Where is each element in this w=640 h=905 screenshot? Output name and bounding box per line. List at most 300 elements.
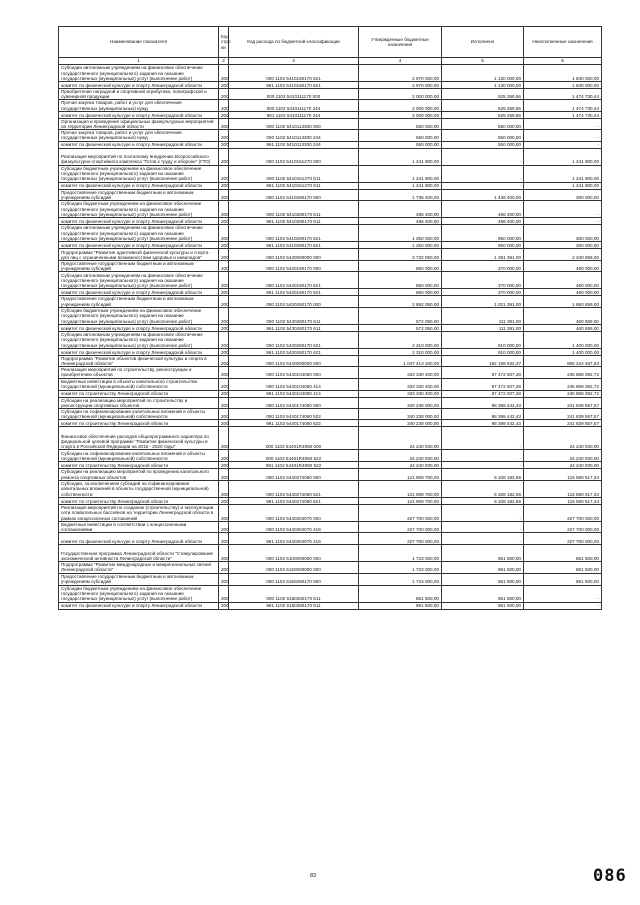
row-line-code: 200 [219,249,229,261]
column-number: 5 [442,58,524,65]
row-approved-amount: 550 000,00 [359,130,442,141]
table-row [59,504,602,521]
row-unexecuted-amount: - [524,602,602,609]
row-classification-code: 961 1102 5410113300 244 [229,141,359,148]
row-line-code: 200 [219,469,229,480]
row-executed-amount: - [442,148,524,165]
budget-report-sheet [58,26,601,610]
row-name: Бюджетные инвестиции в объекты капитального строительства государственной (муниципальной) собственности [59,378,219,390]
row-executed-amount: 370 000,00 [442,261,524,272]
table-body [59,65,602,610]
row-classification-code: 000 1102 5410160170 621 [229,65,359,82]
row-line-code: 200 [219,397,229,408]
table-row [59,289,602,296]
table-row [59,272,602,289]
row-unexecuted-amount: 1 241 900,00 [524,182,602,189]
table-row [59,165,602,182]
row-classification-code: 000 1102 5410111170 000 [229,89,359,100]
table-row [59,141,602,148]
column-number: 4 [359,58,442,65]
table-row [59,573,602,585]
row-approved-amount: 2 000 000,00 [359,89,442,100]
row-classification-code: 000 1102 5440274060 000 [229,469,359,480]
row-executed-amount: 98 398 442,43 [442,420,524,427]
row-unexecuted-amount: 245 858 392,72 [524,390,602,397]
row-executed-amount: - [442,450,524,462]
row-executed-amount: 550 000,00 [442,130,524,141]
row-name: Субсидии на софинансирование капитальных вложений в объекты государственной (муниципальной) собственности [59,409,219,420]
row-executed-amount: 550 000,00 [442,118,524,129]
row-unexecuted-amount: 1 860 659,00 [524,296,602,307]
row-classification-code: 000 1102 6160000000 000 [229,562,359,573]
table-row [59,585,602,602]
row-name: Финансовое обеспечение расходов общепрограммного характера по федеральной целевой программе "Развитие физической культуры и спорта в Российской Федерации на 2016 - 2020 годы" [59,427,219,450]
row-classification-code: 000 1102 5430160170 621 [229,272,359,289]
row-unexecuted-amount: 861 500,00 [524,573,602,585]
row-unexecuted-amount: 227 700 000,00 [524,521,602,532]
row-executed-amount: 861 500,00 [442,562,524,573]
row-executed-amount: 1 130 000,00 [442,65,524,82]
column-numbers-row [59,58,602,65]
row-executed-amount: - [442,427,524,450]
row-executed-amount: 486 400,00 [442,218,524,225]
row-line-code: 200 [219,504,229,521]
row-name: комитет по физической культуре и спорту Ленинградской области [59,141,219,148]
row-approved-amount: 1 723 000,00 [359,545,442,562]
table-row [59,82,602,89]
row-line-code: 200 [219,348,229,355]
row-name: комитет по физической культуре и спорту Ленинградской области [59,82,219,89]
table-row [59,497,602,504]
row-name: комитет по физической культуре и спорту Ленинградской области [59,324,219,331]
row-line-code: 200 [219,218,229,225]
row-classification-code: 961 1102 5430260170 611 [229,324,359,331]
row-unexecuted-amount: 1 241 900,00 [524,165,602,182]
row-approved-amount: 1 241 900,00 [359,165,442,182]
row-line-code: 200 [219,427,229,450]
row-line-code: 200 [219,148,229,165]
table-row [59,427,602,450]
row-approved-amount: 340 238 000,00 [359,397,442,408]
row-line-code: 200 [219,89,229,100]
row-approved-amount: 3 732 050,00 [359,249,442,261]
row-name: комитет по физической культуре и спорту Ленинградской области [59,289,219,296]
row-name: Государственная программа Ленинградской области "Стимулирование экономической активности Ленинградской области" [59,545,219,562]
row-classification-code: 000 1102 5430160170 000 [229,261,359,272]
row-approved-amount: 1 250 000,00 [359,225,442,242]
row-line-code: 200 [219,521,229,532]
row-unexecuted-amount: 115 580 517,34 [524,480,602,497]
row-name: комитет по строительству Ленинградской области [59,390,219,397]
table-row [59,111,602,118]
table-row [59,545,602,562]
row-unexecuted-amount: - [524,585,602,602]
row-classification-code: 961 1102 5410111170 244 [229,111,359,118]
row-executed-amount: 861 500,00 [442,602,524,609]
row-unexecuted-amount: 1 241 900,00 [524,148,602,165]
row-approved-amount: 486 400,00 [359,201,442,218]
row-approved-amount: 121 908 700,00 [359,469,442,480]
row-line-code: 200 [219,225,229,242]
row-executed-amount: - [442,462,524,469]
row-unexecuted-amount: 865 224 467,63 [524,355,602,366]
row-name: Субсидии бюджетным учреждениям на финансовое обеспечение государственного (муниципального) задания на оказание государственных (муниципальных) услуг (выполнение работ) [59,585,219,602]
row-executed-amount: 6 328 182,66 [442,469,524,480]
row-classification-code: 981 1102 5440104050 414 [229,390,359,397]
row-classification-code: 000 1102 5410111170 244 [229,100,359,111]
row-name: Предоставление государственным бюджетным и автономным учреждениям субсидий [59,296,219,307]
row-classification-code: 000 1102 5430260170 611 [229,307,359,324]
row-unexecuted-amount: - [524,118,602,129]
row-executed-amount: 87 472 007,28 [442,378,524,390]
row-classification-code: 000 1102 6160260170 000 [229,573,359,585]
row-approved-amount: 2 882 050,00 [359,296,442,307]
row-approved-amount: 2 310 000,00 [359,331,442,348]
table-row [59,324,602,331]
row-executed-amount: 525 269,56 [442,89,524,100]
row-approved-amount: 333 330 400,00 [359,390,442,397]
row-name: комитет по физической культуре и спорту Ленинградской области [59,242,219,249]
table-row [59,390,602,397]
row-classification-code: 000 1102 5410113300 000 [229,118,359,129]
row-approved-amount: 572 050,00 [359,307,442,324]
row-name: комитет по физической культуре и спорту Ленинградской области [59,533,219,545]
row-executed-amount: 6 328 182,66 [442,480,524,497]
row-unexecuted-amount: 1 840 000,00 [524,82,602,89]
row-executed-amount: 861 500,00 [442,585,524,602]
row-classification-code: 000 1102 5440174050 000 [229,397,359,408]
table-row [59,89,602,100]
table-row [59,462,602,469]
row-executed-amount: - [442,533,524,545]
row-classification-code: 000 1102 5440174050 522 [229,409,359,420]
row-executed-amount: 111 391,00 [442,324,524,331]
row-approved-amount: 24 240 000,00 [359,427,442,450]
row-executed-amount: 1 130 000,00 [442,82,524,89]
table-row [59,420,602,427]
row-name: Подпрограмма "Развитие международных и межрегиональных связей Ленинградской области" [59,562,219,573]
row-executed-amount: 910 000,00 [442,331,524,348]
column-number: 3 [229,58,359,65]
row-classification-code: 000 1102 5430260170 000 [229,296,359,307]
row-name: Реализация мероприятий по строительству, реконструкции и приобретению объектов [59,367,219,378]
row-name: Предоставление государственным бюджетным и автономным учреждениям субсидий [59,573,219,585]
row-unexecuted-amount: 115 580 517,34 [524,469,602,480]
table-row [59,521,602,532]
row-name: Предоставление государственным бюджетным и автономным учреждениям субсидий [59,189,219,200]
table-row [59,189,602,200]
row-approved-amount: 850 000,00 [359,261,442,272]
row-approved-amount: 24 240 000,00 [359,450,442,462]
row-approved-amount: 486 400,00 [359,218,442,225]
row-name: Прочая закупка товаров, работ и услуг для обеспечения государственных (муниципальных) нужд [59,100,219,111]
table-row [59,218,602,225]
row-line-code: 200 [219,111,229,118]
header-budget-classification: Код расхода по бюджетной классификации [229,27,359,58]
table-row [59,450,602,462]
row-name: Субсидии автономным учреждениям на финансовое обеспечение государственного (муниципального) задания на оказание государственных (муниципальных) услуг (выполнение работ) [59,65,219,82]
row-line-code: 200 [219,533,229,545]
row-name: комитет по физической культуре и спорту Ленинградской области [59,348,219,355]
row-unexecuted-amount: - [524,130,602,141]
row-name: Реализация мероприятий по созданию (строительству) и эксплуатации сети плавательных бассейнов на территории Ленинградской области в рамках концессионных соглашений [59,504,219,521]
row-classification-code: 961 1102 5410290170 611 [229,218,359,225]
row-classification-code: 000 1102 5430260170 621 [229,331,359,348]
table-row [59,397,602,408]
row-classification-code: 000 1102 5440104050 000 [229,367,359,378]
row-classification-code: 000 1102 5440274060 521 [229,480,359,497]
row-unexecuted-amount: 245 858 392,72 [524,378,602,390]
row-line-code: 200 [219,462,229,469]
row-unexecuted-amount: 1 474 730,44 [524,111,602,118]
row-classification-code: 000 1102 5440304070 000 [229,504,359,521]
row-unexecuted-amount: 460 659,00 [524,324,602,331]
row-executed-amount: 861 500,00 [442,573,524,585]
row-name: Субсидии автономным учреждениям на финансовое обеспечение государственного (муниципального) задания на оказание государственных (муниципальных) услуг (выполнение работ) [59,272,219,289]
row-line-code: 200 [219,497,229,504]
row-executed-amount: 525 269,56 [442,100,524,111]
table-row [59,296,602,307]
row-approved-amount: 340 238 000,00 [359,420,442,427]
row-executed-amount: 950 000,00 [442,242,524,249]
row-name: Субсидии, за исключением субсидий на софинансирование капитальных вложений в объекты государственной (муниципальной) собственности [59,480,219,497]
row-classification-code: 000 1102 5410290170 611 [229,201,359,218]
row-approved-amount: 2 970 000,00 [359,65,442,82]
row-executed-amount: - [442,521,524,532]
row-line-code: 200 [219,272,229,289]
row-approved-amount: 2 970 000,00 [359,82,442,89]
row-executed-amount: 111 391,00 [442,307,524,324]
page-stamp-number: 086 [593,866,627,886]
row-classification-code: 961 1102 5430260170 621 [229,348,359,355]
row-approved-amount: 1 250 000,00 [359,242,442,249]
row-unexecuted-amount: 480 000,00 [524,272,602,289]
row-executed-amount: 98 398 442,43 [442,397,524,408]
row-classification-code: 000 1102 6100000000 000 [229,545,359,562]
row-executed-amount: 1 391 391,00 [442,249,524,261]
row-approved-amount: 1 723 000,00 [359,573,442,585]
header-approved: Утвержденные бюджетные назначения [359,27,442,58]
row-classification-code: 000 1102 5440000000 000 [229,355,359,366]
row-name: Бюджетные инвестиции в соответствии с концессионными соглашениями [59,521,219,532]
row-approved-amount: 227 700 000,00 [359,521,442,532]
row-executed-amount: 550 000,00 [442,141,524,148]
row-line-code: 200 [219,118,229,129]
row-executed-amount: 370 000,00 [442,289,524,296]
row-approved-amount: 227 700 000,00 [359,533,442,545]
row-classification-code: 000 1102 5430000000 000 [229,249,359,261]
row-approved-amount: 572 050,00 [359,324,442,331]
row-line-code: 200 [219,390,229,397]
table-row [59,480,602,497]
column-number: 6 [524,58,602,65]
row-classification-code: 981 1102 5440174050 522 [229,420,359,427]
table-row [59,65,602,82]
row-name: комитет по физической культуре и спорту Ленинградской области [59,182,219,189]
row-name: Предоставление государственным бюджетным и автономным учреждениям субсидий [59,261,219,272]
table-row [59,562,602,573]
row-executed-amount: 6 328 182,66 [442,497,524,504]
table-row [59,533,602,545]
row-executed-amount: - [442,182,524,189]
row-line-code: 200 [219,420,229,427]
row-approved-amount: 333 330 400,00 [359,378,442,390]
row-approved-amount: 227 700 000,00 [359,504,442,521]
table-row [59,100,602,111]
row-classification-code: 000 1102 5410290170 621 [229,225,359,242]
row-unexecuted-amount: 480 000,00 [524,289,602,296]
row-approved-amount: 24 240 000,00 [359,462,442,469]
row-approved-amount: 121 908 700,00 [359,497,442,504]
table-row [59,225,602,242]
row-name: комитет по строительству Ленинградской области [59,462,219,469]
row-executed-amount: 87 472 007,28 [442,367,524,378]
row-name: комитет по строительству Ленинградской области [59,420,219,427]
row-unexecuted-amount: 1 474 730,44 [524,100,602,111]
row-unexecuted-amount: 241 839 557,57 [524,409,602,420]
row-name: Субсидии на реализацию мероприятий по проведению капитального ремонта спортивных объектов [59,469,219,480]
row-line-code: 200 [219,480,229,497]
row-unexecuted-amount: 24 240 000,00 [524,450,602,462]
table-row [59,148,602,165]
row-unexecuted-amount: 861 500,00 [524,545,602,562]
row-line-code: 200 [219,545,229,562]
budget-execution-table [58,26,602,610]
row-approved-amount: 1 241 900,00 [359,182,442,189]
row-classification-code: 000 1102 54401R4950 000 [229,427,359,450]
table-row [59,602,602,609]
table-row [59,182,602,189]
row-unexecuted-amount: 1 400 000,00 [524,331,602,348]
row-executed-amount: 1 436 400,00 [442,189,524,200]
row-unexecuted-amount: 300 000,00 [524,189,602,200]
row-approved-amount: 861 500,00 [359,602,442,609]
row-name: комитет по физической культуре и спорту Ленинградской области [59,218,219,225]
row-approved-amount: 333 330 400,00 [359,367,442,378]
row-unexecuted-amount: 241 839 557,57 [524,420,602,427]
row-line-code: 200 [219,367,229,378]
row-line-code: 200 [219,355,229,366]
row-name: Субсидии автономным учреждениям на финансовое обеспечение государственного (муниципального) задания на оказание государственных (муниципальных) услуг (выполнение работ) [59,225,219,242]
row-name: комитет по физической культуре и спорту Ленинградской области [59,602,219,609]
page-number: 83 [310,873,317,879]
row-approved-amount: 340 238 000,00 [359,409,442,420]
row-unexecuted-amount: 300 000,00 [524,225,602,242]
row-unexecuted-amount: 241 839 557,57 [524,397,602,408]
row-executed-amount: 98 398 442,43 [442,409,524,420]
column-number: 1 [59,58,219,65]
table-row [59,307,602,324]
table-row [59,409,602,420]
row-classification-code: 000 1102 5410290170 000 [229,189,359,200]
row-approved-amount: 2 310 000,00 [359,348,442,355]
row-classification-code: 000 1102 5440304070 416 [229,521,359,532]
row-approved-amount: 121 908 700,00 [359,480,442,497]
table-row [59,201,602,218]
row-classification-code: 961 1102 5410151270 611 [229,182,359,189]
row-line-code: 200 [219,182,229,189]
row-approved-amount: 550 000,00 [359,118,442,129]
row-name: Субсидии на реализацию мероприятий по строительству и реконструкции спортивных объектов [59,397,219,408]
row-line-code: 200 [219,82,229,89]
row-line-code: 200 [219,409,229,420]
row-line-code: 200 [219,331,229,348]
row-line-code: 200 [219,189,229,200]
row-line-code: 200 [219,585,229,602]
row-approved-amount: 1 736 400,00 [359,189,442,200]
table-row [59,331,602,348]
row-unexecuted-amount: - [524,218,602,225]
row-line-code: 200 [219,450,229,462]
row-line-code: 200 [219,562,229,573]
row-name: Подпрограмма "Развитие адаптивной физической культуры и спорта для лиц с ограниченными возможностями здоровья и инвалидов" [59,249,219,261]
row-classification-code: 000 1102 5410113300 244 [229,130,359,141]
row-approved-amount: 850 000,00 [359,289,442,296]
row-name: комитет по физической культуре и спорту Ленинградской области [59,111,219,118]
row-name: Организация и проведение официальных физкультурных мероприятий на территории Ленинградской области [59,118,219,129]
row-executed-amount: - [442,165,524,182]
row-name: комитет по строительству Ленинградской области [59,497,219,504]
row-name: Субсидии бюджетным учреждениям на финансовое обеспечение государственного (муниципального) задания на оказание государственных (муниципальных) услуг (выполнение работ) [59,165,219,182]
table-row [59,118,602,129]
row-unexecuted-amount: 1 840 000,00 [524,65,602,82]
row-unexecuted-amount: 460 659,00 [524,307,602,324]
row-line-code: 200 [219,100,229,111]
row-classification-code: 000 1102 5410151270 000 [229,148,359,165]
row-classification-code: 961 1102 5440304070 416 [229,533,359,545]
row-classification-code: 000 1102 6160260170 611 [229,585,359,602]
row-name: Субсидии бюджетным учреждениям на финансовое обеспечение государственного (муниципального) задания на оказание государственных (муниципальных) услуг (выполнение работ) [59,307,219,324]
row-classification-code: 000 1102 5410151270 611 [229,165,359,182]
row-line-code: 200 [219,261,229,272]
row-line-code: 200 [219,296,229,307]
row-line-code: 200 [219,324,229,331]
row-executed-amount: 182 188 632,37 [442,355,524,366]
row-unexecuted-amount: - [524,141,602,148]
row-classification-code: 961 1102 5430160170 621 [229,289,359,296]
row-classification-code: 000 1102 5440104050 414 [229,378,359,390]
row-name: Реализация мероприятий по поэтапному внедрению Всероссийского физкультурно-спортивного комплекса "Готов к труду и обороне" (ГТО) [59,148,219,165]
row-name: Прочая закупка товаров, работ и услуг для обеспечения государственных (муниципальных) нужд [59,130,219,141]
row-line-code: 200 [219,378,229,390]
row-line-code: 200 [219,165,229,182]
table-row [59,130,602,141]
row-unexecuted-amount: 300 000,00 [524,242,602,249]
row-unexecuted-amount: 1 474 730,44 [524,89,602,100]
row-unexecuted-amount: 24 240 000,00 [524,462,602,469]
table-row [59,249,602,261]
row-executed-amount: 525 269,56 [442,111,524,118]
row-executed-amount: 910 000,00 [442,348,524,355]
row-classification-code: 981 1102 54401R4950 522 [229,462,359,469]
row-unexecuted-amount: 24 240 000,00 [524,427,602,450]
row-unexecuted-amount: 115 580 517,34 [524,497,602,504]
header-unexecuted: Неисполненные назначения [524,27,602,58]
row-executed-amount: - [442,504,524,521]
row-approved-amount: 1 723 000,00 [359,562,442,573]
table-row [59,242,602,249]
row-executed-amount: 861 500,00 [442,545,524,562]
header-executed: Исполнено [442,27,524,58]
row-line-code: 200 [219,307,229,324]
row-unexecuted-amount: 2 340 659,00 [524,249,602,261]
row-unexecuted-amount: 245 858 392,72 [524,367,602,378]
row-approved-amount: 1 241 900,00 [359,148,442,165]
row-classification-code: 000 1102 54401R4950 522 [229,450,359,462]
row-approved-amount: 1 047 413 100,00 [359,355,442,366]
row-executed-amount: 486 400,00 [442,201,524,218]
row-unexecuted-amount: 1 400 000,00 [524,348,602,355]
